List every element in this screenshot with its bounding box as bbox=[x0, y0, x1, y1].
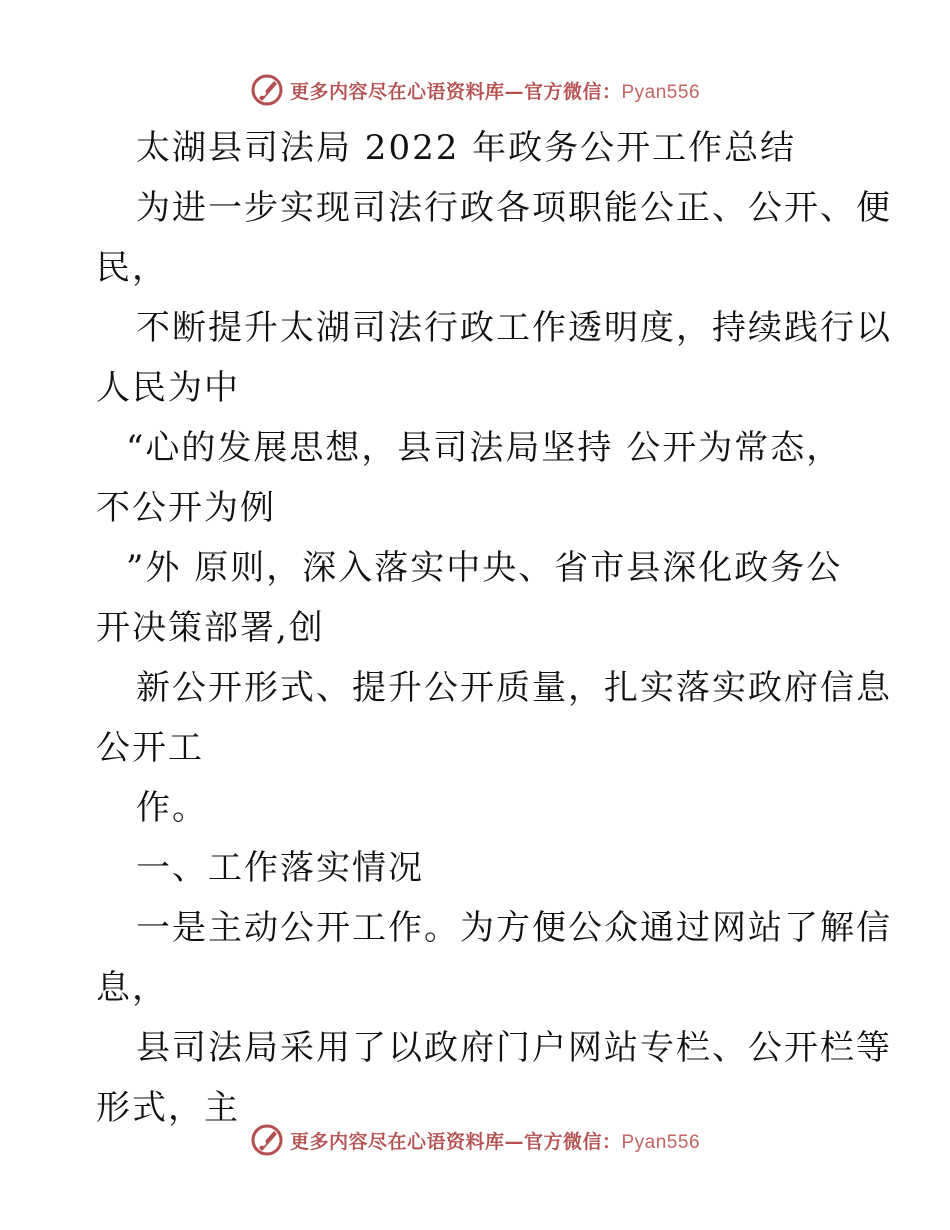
paragraph-line: 公开工 bbox=[96, 728, 204, 768]
document-body bbox=[96, 118, 892, 1138]
document-title: 太湖县司法局 2022 年政务公开工作总结 bbox=[136, 128, 797, 168]
paragraph-line: 形式，主 bbox=[96, 1088, 240, 1128]
paragraph-line: 为进一步实现司法行政各项职能公正、公开、便 bbox=[136, 188, 892, 228]
paragraph-line: “心的发展思想，县司法局坚持 公开为常态， bbox=[126, 428, 843, 468]
paragraph-line: 不公开为例 bbox=[96, 488, 276, 528]
paragraph-line: 新公开形式、提升公开质量，扎实落实政府信息 bbox=[136, 668, 892, 708]
red-pen-circle-icon bbox=[250, 1123, 284, 1157]
paragraph-line: ”外 原则，深入落实中央、省市县深化政务公 bbox=[126, 548, 843, 588]
banner-text: 更多内容尽在心语资料库—官方微信：Pyan556 bbox=[289, 80, 701, 103]
paragraph-line: 县司法局采用了以政府门户网站专栏、公开栏等 bbox=[136, 1028, 892, 1068]
section-heading: 一、工作落实情况 bbox=[136, 848, 424, 888]
paragraph-line: 作。 bbox=[136, 788, 208, 828]
paragraph-line: 开决策部署,创 bbox=[96, 608, 325, 648]
paragraph-line: 民， bbox=[96, 248, 168, 288]
paragraph-line: 不断提升太湖司法行政工作透明度，持续践行以 bbox=[136, 308, 892, 348]
footer-banner bbox=[0, 1120, 950, 1160]
header-banner bbox=[0, 70, 950, 110]
paragraph-line: 息， bbox=[96, 968, 168, 1008]
paragraph-line: 一是主动公开工作。为方便公众通过网站了解信 bbox=[136, 908, 892, 948]
wechat-id: Pyan556 bbox=[621, 1131, 701, 1153]
banner-text: 更多内容尽在心语资料库—官方微信：Pyan556 bbox=[289, 1130, 701, 1153]
paragraph-line: 人民为中 bbox=[96, 368, 240, 408]
red-pen-circle-icon bbox=[250, 73, 284, 107]
wechat-id: Pyan556 bbox=[621, 81, 701, 103]
